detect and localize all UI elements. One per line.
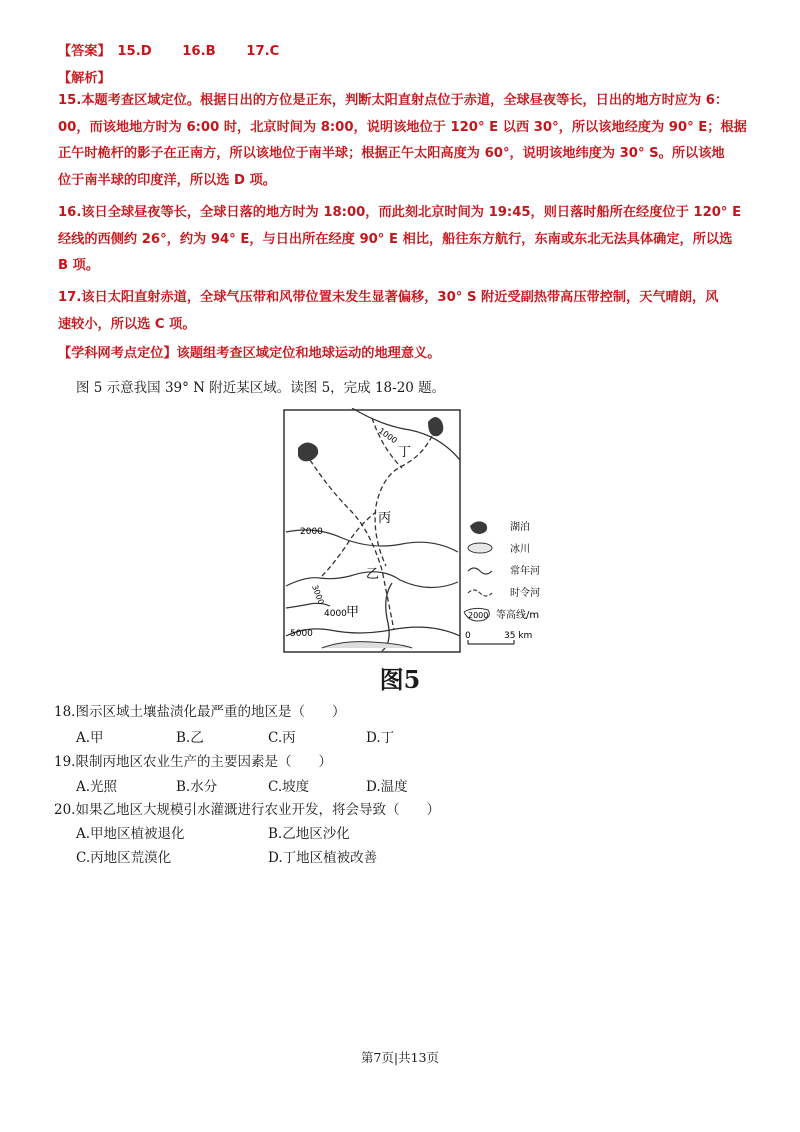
explanation-16-line: B 项。	[58, 258, 100, 273]
place-label-yi: 乙	[366, 567, 380, 582]
explanation-17-line: 速较小，所以选 C 项。	[58, 316, 196, 332]
q18-option-a: A.甲	[76, 730, 104, 746]
question-19-stem: 19.限制丙地区农业生产的主要因素是（ ）	[54, 754, 332, 770]
legend-perennial-river: 常年河	[510, 566, 540, 577]
q20-option-b: B.乙地区沙化	[268, 826, 350, 842]
q19-option-b: B.水分	[176, 779, 218, 795]
explanation-15-line: 位于南半球的印度洋，所以选 D 项。	[58, 172, 276, 188]
q19-option-c: C.坡度	[268, 779, 310, 795]
explanation-15-line: 00，而该地地方时为 6:00 时，北京时间为 8:00，说明该地位于 120° E 以西 30°，所以该地经度为 90° E；根据	[58, 119, 747, 135]
q20-option-a: A.甲地区植被退化	[76, 826, 185, 842]
contour-label-2000: 2000	[300, 527, 323, 537]
question-intro: 图 5 示意我国 39° N 附近某区域。读图 5，完成 18-20 题。	[76, 380, 446, 396]
kaodian-note: 【学科网考点定位】该题组考查区域定位和地球运动的地理意义。	[58, 346, 441, 361]
explanation-16-line: 16.该日全球昼夜等长，全球日落的地方时为 18:00，而此刻北京时间为 19:45，则日落时船所在经度位于 120° E	[58, 205, 742, 220]
lake-shape	[428, 417, 443, 436]
place-label-jia: 甲	[346, 605, 360, 620]
perennial-river	[382, 583, 392, 651]
seasonal-river-legend-icon	[468, 590, 492, 596]
contour-label-5000: 5000	[290, 629, 313, 639]
contour-lines	[286, 408, 460, 636]
legend-lake: 湖泊	[510, 522, 530, 533]
explanation-17	[58, 285, 768, 338]
place-label-ding: 丁	[398, 445, 412, 460]
explanation-16	[58, 200, 768, 280]
lake-shape	[298, 442, 318, 461]
legend-seasonal-river: 时令河	[510, 588, 540, 599]
glacier-shape	[322, 642, 412, 648]
contour-label-1000: 1000	[376, 426, 399, 446]
answer-17: 17.C	[246, 44, 280, 59]
scale-length: 35 km	[504, 631, 533, 641]
answer-line	[58, 40, 279, 59]
analysis-label: 【解析】	[58, 71, 111, 86]
lake-legend-icon	[470, 521, 487, 534]
q20-option-d: D.丁地区植被改善	[268, 850, 378, 866]
explanation-17-line: 17.该日太阳直射赤道，全球气压带和风带位置未发生显著偏移，30° S 附近受副热带高压带控制，天气晴朗，风	[58, 290, 719, 305]
q19-option-d: D.温度	[366, 779, 408, 795]
map-svg	[282, 408, 550, 658]
q20-option-c: C.丙地区荒漠化	[76, 850, 172, 866]
place-label-bing: 丙	[378, 511, 392, 526]
contour-label-4000: 4000	[324, 609, 347, 619]
figure-caption: 图5	[379, 665, 421, 694]
contour-label-3000: 3000	[310, 583, 326, 606]
legend-contour: 等高线/m	[496, 610, 540, 621]
perennial-river-legend-icon	[468, 568, 492, 574]
explanation-16-line: 经线的西侧约 26°，约为 94° E，与日出所在经度 90° E 相比，船往东方航行，东南或东北无法具体确定，所以选	[58, 231, 733, 247]
answer-label: 【答案】	[58, 44, 111, 59]
explanation-15-line: 正午时桅杆的影子在正南方，所以该地位于南半球；根据正午太阳高度为 60°，说明该地纬度为 30° S。所以该地	[58, 146, 725, 161]
map-legend	[464, 520, 540, 644]
glacier-legend-icon	[468, 543, 492, 553]
seasonal-rivers	[310, 418, 432, 630]
question-18-stem: 18.图示区域土壤盐渍化最严重的地区是（ ）	[54, 704, 346, 720]
page-footer: 第7页|共13页	[360, 1050, 440, 1065]
explanation-15-line: 15.本题考查区域定位。根据日出的方位是正东，判断太阳直射点位于赤道，全球昼夜等长，日出的地方时应为 6：	[58, 93, 729, 108]
legend-contour-value: 2000	[468, 611, 489, 620]
answer-15: 15.D	[117, 44, 152, 59]
question-20-stem: 20.如果乙地区大规模引水灌溉进行农业开发，将会导致（ ）	[54, 802, 440, 818]
q18-option-b: B.乙	[176, 730, 204, 746]
explanation-15	[58, 88, 768, 194]
q19-option-a: A.光照	[76, 779, 118, 795]
q18-option-c: C.丙	[268, 730, 296, 746]
q18-option-d: D.丁	[366, 730, 395, 746]
legend-glacier: 冰川	[510, 544, 530, 555]
map-figure	[282, 408, 550, 658]
answer-16: 16.B	[182, 44, 216, 59]
scale-zero: 0	[465, 631, 471, 641]
